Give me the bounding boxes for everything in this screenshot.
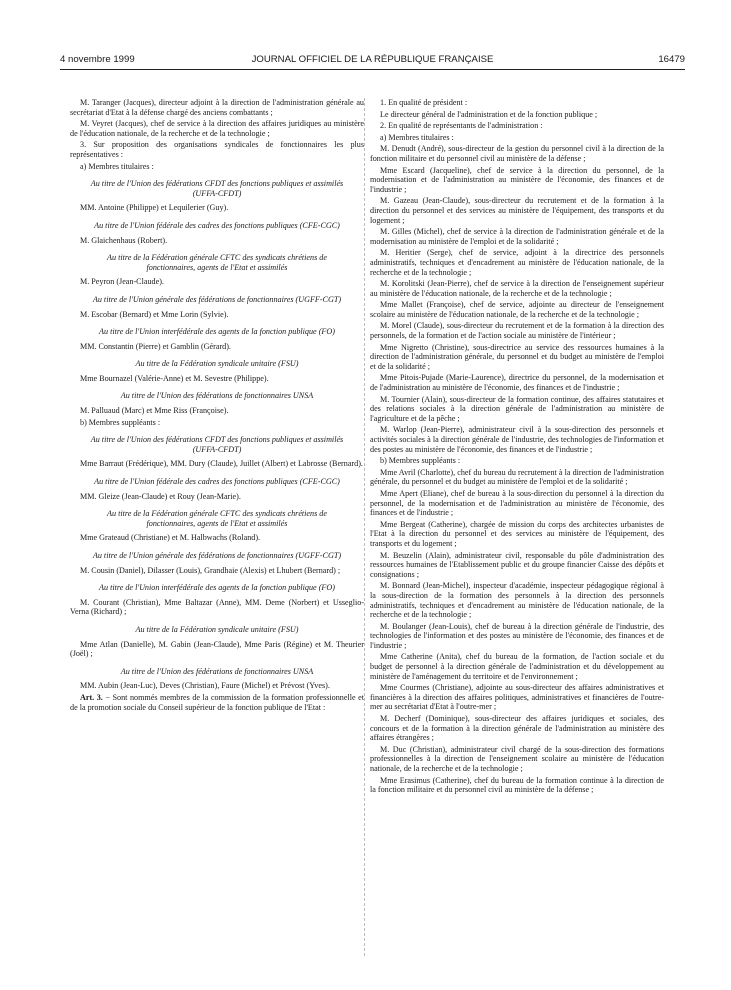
paragraph	[370, 745, 664, 774]
paragraph	[370, 279, 664, 298]
paragraph	[70, 119, 364, 138]
paragraph-text: M. Denudt (André), sous-directeur de la gestion du personnel civil à la direction de la fonction militaire et du personnel civil au ministère de la défense ;	[370, 144, 664, 163]
paragraph	[370, 227, 664, 246]
paragraph-text: Au titre de l'Union fédérale des cadres des fonctions publiques (CFE-CGC)	[94, 220, 340, 230]
header-rule	[60, 69, 685, 70]
right-column	[370, 98, 664, 797]
paragraph-text: Au titre de la Fédération générale CFTC des syndicats chrétiens de fonctionnaires, agents de l'Etat et assimilés	[107, 509, 327, 528]
paragraph-text: Le directeur général de l'administration et de la fonction publique ;	[380, 109, 598, 119]
journal-title: JOURNAL OFFICIEL DE LA RÉPUBLIQUE FRANÇAISE	[251, 54, 494, 65]
paragraph	[370, 300, 664, 319]
paragraph	[70, 342, 364, 352]
paragraph-text: MM. Constantin (Pierre) et Gamblin (Gérard).	[80, 341, 231, 351]
paragraph-text: Au titre de la Fédération générale CFTC des syndicats chrétiens de fonctionnaires, agents de l'Etat et assimilés	[107, 253, 327, 272]
paragraph-text: Au titre de l'Union des fédérations de fonctionnaires UNSA	[120, 666, 314, 676]
paragraph-text: Mme Pitois-Pujade (Marie-Laurence), directrice du personnel, de la modernisation et de l'administration au ministère de l'économie, des finances et de l'industrie ;	[370, 373, 664, 393]
paragraph-text: M. Bonnard (Jean-Michel), inspecteur d'académie, inspecteur pédagogique régional à la sous-direction de la formation des personnels à la direction des personnels administratifs, techniques et d'encadrement au ministère de l'éducation nationale, de la recherche et de la technologie ;	[370, 581, 664, 620]
paragraph-text: − Sont nommés membres de la commission de la formation professionnelle et de la promotion sociale du Conseil supérieur de la fonction publique de l'Etat :	[70, 692, 364, 712]
paragraph-text: M. Glaichenhaus (Robert).	[80, 235, 168, 245]
paragraph-text: M. Peyron (Jean-Claude).	[80, 277, 164, 287]
paragraph	[370, 456, 664, 466]
paragraph	[370, 144, 664, 163]
paragraph-text: Au titre de l'Union des fédérations CFDT des fonctions publiques et assimilés (UFFA-CFDT)	[90, 179, 344, 198]
page-number: 16479	[658, 54, 685, 65]
paragraph	[70, 681, 364, 691]
paragraph-text: Mme Avril (Charlotte), chef du bureau du recrutement à la direction de l'administration générale, du personnel et du budget au ministère de l'emploi et de la solidarité ;	[370, 467, 664, 487]
paragraph	[370, 343, 664, 372]
paragraph	[370, 622, 664, 651]
paragraph	[70, 533, 364, 543]
paragraph-text: M. Gilles (Michel), chef de service à la direction de l'administration générale et de la modernisation au ministère de l'emploi et de la solidarité ;	[370, 227, 664, 246]
paragraph	[370, 133, 664, 143]
paragraph-text: Mme Barraut (Frédérique), MM. Dury (Claude), Juillet (Albert) et Labrosse (Bernard).	[80, 459, 363, 469]
paragraph-text: a) Membres titulaires :	[80, 161, 154, 171]
section-heading	[84, 221, 350, 231]
paragraph	[70, 277, 364, 287]
paragraph	[370, 776, 664, 795]
paragraph-text: 3. Sur proposition des organisations syndicales de fonctionnaires les plus représentatives :	[70, 140, 364, 159]
article-label: Art. 3.	[80, 692, 103, 702]
paragraph	[370, 581, 664, 619]
paragraph-text: MM. Aubin (Jean-Luc), Deves (Christian), Faure (Michel) et Prévost (Yves).	[80, 681, 330, 691]
paragraph-text: M. Korolitski (Jean-Pierre), chef de service à la direction de l'enseignement supérieur au ministère de l'éducation nationale, de la recherche et de la technologie ;	[370, 279, 664, 298]
paragraph	[370, 321, 664, 340]
section-heading	[84, 551, 350, 561]
paragraph	[370, 714, 664, 743]
paragraph-text: Mme Escard (Jacqueline), chef de service à la direction du personnel, de la modernisation et de l'administration au ministère de l'économie, des finances et de l'industrie ;	[370, 165, 664, 194]
section-heading	[84, 179, 350, 198]
paragraph-text: MM. Gleize (Jean-Claude) et Rouy (Jean-Marie).	[80, 491, 241, 501]
paragraph	[370, 166, 664, 195]
paragraph-text: Au titre de la Fédération syndicale unitaire (FSU)	[135, 624, 299, 634]
section-heading	[84, 253, 350, 272]
section-heading	[84, 435, 350, 454]
paragraph-text: Mme Nigretto (Christine), sous-directrice au service des ressources humaines à la direction de l'administration générale, du personnel et du budget au ministère de l'emploi et de la solidarité ;	[370, 342, 664, 371]
paragraph	[370, 520, 664, 549]
paragraph	[70, 492, 364, 502]
paragraph-text: Mme Grateaud (Christiane) et M. Halbwachs (Roland).	[80, 533, 261, 543]
paragraph-text: M. Veyret (Jacques), chef de service à la direction des affaires juridiques au ministère de l'éducation nationale, de la recherche et de la technologie ;	[70, 119, 364, 138]
paragraph-text: 2. En qualité de représentants de l'administration :	[380, 121, 543, 131]
section-heading	[84, 359, 350, 369]
paragraph	[370, 489, 664, 518]
paragraph-text: M. Beuzelin (Alain), administrateur civil, responsable du pôle d'administration des ressources humaines de l'Etablissement public et du groupe financier Caisse des dépôts et consignations ;	[370, 550, 664, 579]
paragraph	[370, 683, 664, 712]
paragraph-text: M. Palluaud (Marc) et Mme Riss (Françoise).	[80, 406, 229, 416]
paragraph	[370, 652, 664, 681]
paragraph	[70, 98, 364, 117]
paragraph-text: M. Heritier (Serge), chef de service, adjoint à la directrice des personnels administratifs, techniques et d'encadrement au ministère de l'éducation nationale, de la recherche et de la technologie ;	[370, 248, 664, 277]
section-heading	[84, 667, 350, 677]
paragraph-text: Mme Erasimus (Catherine), chef du bureau de la formation continue à la direction de la fonction militaire et du personnel civil au ministère de la défense ;	[370, 775, 664, 795]
paragraph	[70, 406, 364, 416]
paragraph-text: Au titre de l'Union interfédérale des agents de la fonction publique (FO)	[99, 327, 335, 337]
paragraph	[370, 121, 664, 131]
paragraph	[70, 418, 364, 428]
paragraph	[70, 310, 364, 320]
paragraph-text: M. Warlop (Jean-Pierre), administrateur civil à la sous-direction des personnels et activités sociales à la direction générale de l'industrie, des technologies de l'information et des postes au ministère de l'économie, des finances et de l'industrie ;	[370, 425, 664, 454]
paragraph-text: Au titre de la Fédération syndicale unitaire (FSU)	[135, 359, 299, 369]
paragraph-text: Mme Apert (Eliane), chef de bureau à la sous-direction du personnel à la direction du personnel, de la modernisation et de l'administration au ministère de l'économie, des finances et de l'industrie ;	[370, 488, 664, 518]
section-heading	[84, 509, 350, 528]
paragraph-text: M. Escobar (Bernard) et Mme Lorin (Sylvie).	[80, 309, 229, 319]
section-heading	[84, 391, 350, 401]
paragraph	[370, 395, 664, 424]
paragraph-text: MM. Antoine (Philippe) et Lequilerier (Guy).	[80, 203, 229, 213]
section-heading	[84, 327, 350, 337]
paragraph	[370, 551, 664, 580]
paragraph	[370, 196, 664, 225]
paragraph	[370, 110, 664, 120]
paragraph-text: 1. En qualité de président :	[380, 98, 468, 107]
paragraph-text: Au titre de l'Union des fédérations CFDT des fonctions publiques et assimilés (UFFA-CFDT)	[90, 435, 344, 454]
paragraph-text: M. Gazeau (Jean-Claude), sous-directeur du recrutement et de la formation à la direction du personnel et des services au ministère de l'équipement, des transports et du logement ;	[370, 196, 664, 225]
paragraph	[370, 373, 664, 392]
paragraph-text: M. Boulanger (Jean-Louis), chef de bureau à la direction générale de l'industrie, des technologies de l'information et des postes au ministère de l'économie, des finances et de l'industrie ;	[370, 621, 664, 650]
column-divider	[364, 98, 365, 956]
paragraph-text: M. Duc (Christian), administrateur civil chargé de la sous-direction des formations professionnelles à la direction de l'enseignement scolaire au ministère de l'éducation nationale, de la recherche et de la technologie ;	[370, 744, 664, 773]
section-heading	[84, 625, 350, 635]
paragraph-text: Au titre de l'Union interfédérale des agents de la fonction publique (FO)	[99, 583, 335, 593]
paragraph	[70, 640, 364, 659]
paragraph	[370, 425, 664, 454]
page-header	[60, 54, 685, 68]
section-heading	[84, 295, 350, 305]
paragraph	[70, 693, 364, 712]
paragraph	[70, 598, 364, 617]
paragraph	[370, 248, 664, 277]
paragraph-text: Mme Mallet (Françoise), chef de service, adjointe au directeur de l'enseignement scolaire au ministère de l'éducation nationale, de la recherche et de la technologie ;	[370, 300, 664, 319]
paragraph	[70, 566, 364, 576]
paragraph-text: Au titre de l'Union des fédérations de fonctionnaires UNSA	[120, 391, 314, 401]
paragraph-text: Mme Courmes (Christiane), adjointe au sous-directeur des affaires administratives et financières à la direction des affaires politiques, administratives et financières de l'outre-mer au secrétariat d'Etat à l'outre-mer ;	[370, 683, 664, 712]
paragraph	[70, 162, 364, 172]
paragraph-text: b) Membres suppléants :	[80, 417, 161, 427]
paragraph-text: Au titre de l'Union générale des fédérations de fonctionnaires (UGFF-CGT)	[92, 551, 342, 560]
paragraph-text: M. Morel (Claude), sous-directeur du recrutement et de la formation à la direction des personnels, de la formation et de l'action sociale au ministère de l'intérieur ;	[370, 321, 664, 341]
left-column	[70, 98, 364, 714]
paragraph-text: Au titre de l'Union fédérale des cadres des fonctions publiques (CFE-CGC)	[94, 477, 340, 487]
paragraph-text: Au titre de l'Union générale des fédérations de fonctionnaires (UGFF-CGT)	[92, 294, 342, 304]
paragraph	[370, 468, 664, 487]
section-heading	[84, 583, 350, 593]
paragraph-text: a) Membres titulaires :	[380, 132, 454, 142]
paragraph-text: b) Membres suppléants :	[380, 456, 461, 466]
paragraph	[70, 374, 364, 384]
paragraph-text: M. Taranger (Jacques), directeur adjoint à la direction de l'administration générale au secrétariat d'Etat à la défense chargé des anciens combattants ;	[70, 98, 364, 117]
paragraph	[70, 236, 364, 246]
paragraph	[70, 459, 364, 469]
paragraph-text: M. Tournier (Alain), sous-directeur de la formation continue, des affaires statutaires et des relations sociales à la direction générale de l'administration au ministère de l'agriculture et de la pêche ;	[370, 394, 664, 423]
paragraph	[70, 140, 364, 159]
paragraph-text: Mme Catherine (Anita), chef du bureau de la formation, de l'action sociale et du budget de personnel à la direction générale de l'administration et du développement au ministère de l'aménagement du territoire et de l'environnement ;	[370, 652, 664, 681]
section-heading	[84, 477, 350, 487]
paragraph	[70, 203, 364, 213]
publication-date: 4 novembre 1999	[60, 54, 135, 65]
paragraph-text: M. Courant (Christian), Mme Baltazar (Anne), MM. Deme (Norbert) et Usseglio-Verna (Richard) ;	[70, 597, 364, 617]
paragraph-text: M. Decherf (Dominique), sous-directeur des affaires juridiques et sociales, des concours et de la formation à la direction générale de l'administration au ministère des affaires étrangères ;	[370, 714, 664, 743]
paragraph	[370, 98, 664, 108]
paragraph-text: M. Cousin (Daniel), Dilasser (Louis), Grandhaie (Alexis) et Lhubert (Bernard) ;	[80, 565, 341, 575]
paragraph-text: Mme Bournazel (Valérie-Anne) et M. Sevestre (Philippe).	[80, 373, 269, 383]
paragraph-text: Mme Atlan (Danielle), M. Gabin (Jean-Claude), Mme Paris (Régine) et M. Theurier (Joël) ;	[70, 639, 364, 659]
paragraph-text: Mme Bergeat (Catherine), chargée de mission du corps des architectes urbanistes de l'Etat à la direction du personnel et des services au ministère de l'équipement, des transports et du logement ;	[370, 519, 664, 548]
